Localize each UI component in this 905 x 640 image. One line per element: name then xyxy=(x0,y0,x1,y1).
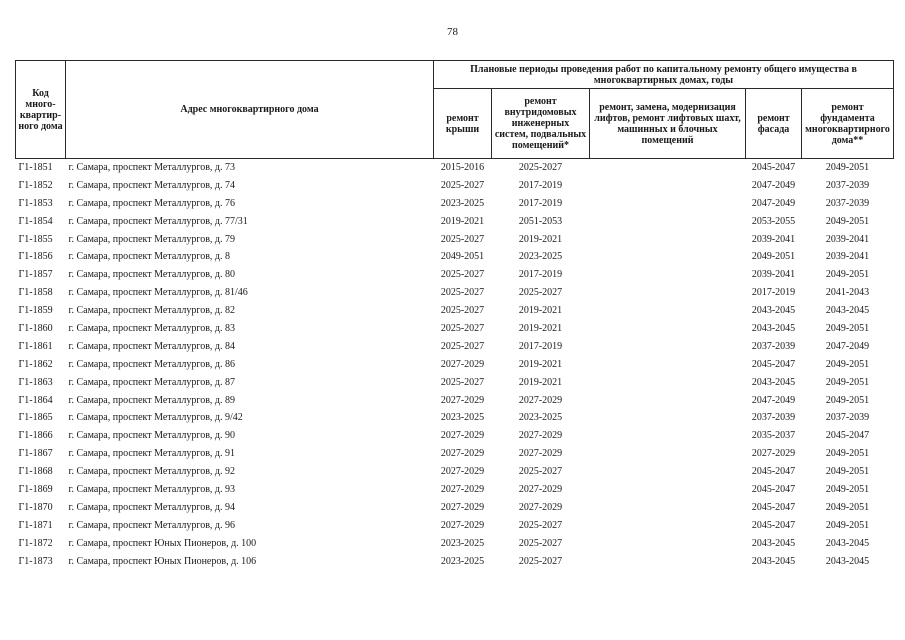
cell-roof: 2027-2029 xyxy=(440,483,485,495)
table-row xyxy=(16,320,894,338)
cell-facade: 2043-2045 xyxy=(751,537,796,549)
cell-address: г. Самара, проспект Металлургов, д. 79 xyxy=(68,233,236,245)
cell-roof: 2027-2029 xyxy=(440,430,485,442)
cell-code: Г1-1853 xyxy=(18,197,53,209)
cell-address: г. Самара, проспект Металлургов, д. 74 xyxy=(68,179,236,191)
cell-elevators xyxy=(590,374,746,392)
cell-elevators xyxy=(590,553,746,571)
cell-systems: 2027-2029 xyxy=(518,430,563,442)
cell-facade: 2045-2047 xyxy=(751,161,796,173)
cell-facade: 2045-2047 xyxy=(751,466,796,478)
cell-address: г. Самара, проспект Металлургов, д. 83 xyxy=(68,322,236,334)
cell-code: Г1-1854 xyxy=(18,215,53,227)
cell-facade: 2053-2055 xyxy=(751,215,796,227)
cell-address: г. Самара, проспект Металлургов, д. 86 xyxy=(68,358,236,370)
cell-address: г. Самара, проспект Юных Пионеров, д. 100 xyxy=(68,537,257,549)
cell-address: г. Самара, проспект Металлургов, д. 91 xyxy=(68,448,236,460)
cell-elevators xyxy=(590,213,746,231)
cell-facade: 2043-2045 xyxy=(751,376,796,388)
cell-elevators xyxy=(590,409,746,427)
cell-code: Г1-1852 xyxy=(18,179,53,191)
cell-address: г. Самара, проспект Металлургов, д. 82 xyxy=(68,305,236,317)
table-row xyxy=(16,302,894,320)
cell-roof: 2027-2029 xyxy=(440,501,485,513)
cell-systems: 2017-2019 xyxy=(518,197,563,209)
table-row xyxy=(16,553,894,571)
cell-roof: 2015-2016 xyxy=(440,161,485,173)
cell-systems: 2023-2025 xyxy=(518,412,563,424)
table-row xyxy=(16,481,894,499)
cell-facade: 2045-2047 xyxy=(751,483,796,495)
header-group-periods: Плановые периоды проведения работ по капитальному ремонту общего имущества в многоквартирных домах, годы xyxy=(434,61,894,89)
cell-code: Г1-1869 xyxy=(18,483,53,495)
cell-facade: 2047-2049 xyxy=(751,179,796,191)
header-elevators: ремонт, замена, модернизация лифтов, ремонт лифтовых шахт, машинных и блочных помещений xyxy=(590,89,746,159)
cell-elevators xyxy=(590,517,746,535)
table-row xyxy=(16,517,894,535)
cell-roof: 2049-2051 xyxy=(440,251,485,263)
cell-code: Г1-1867 xyxy=(18,448,53,460)
cell-roof: 2025-2027 xyxy=(440,305,485,317)
cell-roof: 2027-2029 xyxy=(440,466,485,478)
cell-facade: 2035-2037 xyxy=(751,430,796,442)
cell-roof: 2019-2021 xyxy=(440,215,485,227)
table-row xyxy=(16,284,894,302)
header-systems: ремонт внутридомовых инженерных систем, подвальных помещений* xyxy=(492,89,590,159)
header-code: Код много-квартир-ного дома xyxy=(16,61,66,159)
cell-systems: 2019-2021 xyxy=(518,358,563,370)
table-row xyxy=(16,409,894,427)
cell-roof: 2025-2027 xyxy=(440,233,485,245)
cell-address: г. Самара, проспект Юных Пионеров, д. 106 xyxy=(68,555,257,567)
cell-foundation: 2049-2051 xyxy=(825,483,870,495)
cell-systems: 2051-2053 xyxy=(518,215,563,227)
cell-elevators xyxy=(590,499,746,517)
cell-facade: 2017-2019 xyxy=(751,287,796,299)
cell-address: г. Самара, проспект Металлургов, д. 77/31 xyxy=(68,215,248,227)
cell-address: г. Самара, проспект Металлургов, д. 94 xyxy=(68,501,236,513)
cell-roof: 2023-2025 xyxy=(440,555,485,567)
cell-roof: 2025-2027 xyxy=(440,287,485,299)
cell-roof: 2023-2025 xyxy=(440,412,485,424)
cell-foundation: 2049-2051 xyxy=(825,322,870,334)
cell-elevators xyxy=(590,266,746,284)
cell-roof: 2027-2029 xyxy=(440,448,485,460)
cell-facade: 2043-2045 xyxy=(751,555,796,567)
cell-code: Г1-1857 xyxy=(18,269,53,281)
cell-foundation: 2043-2045 xyxy=(825,305,870,317)
cell-code: Г1-1865 xyxy=(18,412,53,424)
cell-foundation: 2039-2041 xyxy=(825,233,870,245)
cell-address: г. Самара, проспект Металлургов, д. 84 xyxy=(68,340,236,352)
cell-roof: 2027-2029 xyxy=(440,358,485,370)
cell-systems: 2025-2027 xyxy=(518,466,563,478)
cell-elevators xyxy=(590,392,746,410)
cell-elevators xyxy=(590,535,746,553)
cell-code: Г1-1870 xyxy=(18,501,53,513)
cell-address: г. Самара, проспект Металлургов, д. 73 xyxy=(68,161,236,173)
cell-elevators xyxy=(590,463,746,481)
cell-roof: 2025-2027 xyxy=(440,269,485,281)
cell-foundation: 2045-2047 xyxy=(825,430,870,442)
cell-foundation: 2049-2051 xyxy=(825,519,870,531)
table-row xyxy=(16,427,894,445)
table-row xyxy=(16,535,894,553)
header-address: Адрес многоквартирного дома xyxy=(66,61,434,159)
cell-foundation: 2043-2045 xyxy=(825,555,870,567)
table-row xyxy=(16,159,894,177)
cell-facade: 2043-2045 xyxy=(751,305,796,317)
cell-elevators xyxy=(590,159,746,177)
cell-code: Г1-1858 xyxy=(18,287,53,299)
cell-systems: 2025-2027 xyxy=(518,519,563,531)
cell-code: Г1-1864 xyxy=(18,394,53,406)
cell-foundation: 2049-2051 xyxy=(825,501,870,513)
cell-code: Г1-1872 xyxy=(18,537,53,549)
cell-facade: 2043-2045 xyxy=(751,322,796,334)
cell-foundation: 2049-2051 xyxy=(825,358,870,370)
cell-code: Г1-1855 xyxy=(18,233,53,245)
cell-roof: 2025-2027 xyxy=(440,322,485,334)
cell-facade: 2047-2049 xyxy=(751,394,796,406)
header-roof: ремонт крыши xyxy=(434,89,492,159)
cell-code: Г1-1862 xyxy=(18,358,53,370)
table-row xyxy=(16,356,894,374)
cell-facade: 2039-2041 xyxy=(751,233,796,245)
cell-foundation: 2049-2051 xyxy=(825,161,870,173)
cell-facade: 2047-2049 xyxy=(751,197,796,209)
cell-systems: 2017-2019 xyxy=(518,340,563,352)
cell-foundation: 2037-2039 xyxy=(825,179,870,191)
cell-facade: 2037-2039 xyxy=(751,412,796,424)
cell-elevators xyxy=(590,481,746,499)
cell-foundation: 2049-2051 xyxy=(825,215,870,227)
cell-code: Г1-1866 xyxy=(18,430,53,442)
table-row xyxy=(16,213,894,231)
table-row xyxy=(16,195,894,213)
cell-elevators xyxy=(590,248,746,266)
table-row xyxy=(16,231,894,249)
cell-code: Г1-1856 xyxy=(18,251,53,263)
repair-schedule-table xyxy=(15,60,894,570)
cell-roof: 2027-2029 xyxy=(440,394,485,406)
cell-roof: 2023-2025 xyxy=(440,197,485,209)
cell-facade: 2037-2039 xyxy=(751,340,796,352)
cell-elevators xyxy=(590,195,746,213)
cell-systems: 2027-2029 xyxy=(518,501,563,513)
table-row xyxy=(16,392,894,410)
cell-address: г. Самара, проспект Металлургов, д. 9/42 xyxy=(68,412,243,424)
cell-facade: 2045-2047 xyxy=(751,519,796,531)
cell-roof: 2025-2027 xyxy=(440,376,485,388)
cell-facade: 2039-2041 xyxy=(751,269,796,281)
header-foundation: ремонт фундамента многоквартирного дома** xyxy=(802,89,894,159)
cell-systems: 2023-2025 xyxy=(518,251,563,263)
cell-foundation: 2049-2051 xyxy=(825,394,870,406)
cell-address: г. Самара, проспект Металлургов, д. 76 xyxy=(68,197,236,209)
cell-systems: 2017-2019 xyxy=(518,179,563,191)
cell-address: г. Самара, проспект Металлургов, д. 81/46 xyxy=(68,287,248,299)
cell-address: г. Самара, проспект Металлургов, д. 8 xyxy=(68,251,231,263)
cell-address: г. Самара, проспект Металлургов, д. 92 xyxy=(68,466,236,478)
cell-address: г. Самара, проспект Металлургов, д. 80 xyxy=(68,269,236,281)
cell-foundation: 2043-2045 xyxy=(825,537,870,549)
cell-foundation: 2037-2039 xyxy=(825,197,870,209)
table-row xyxy=(16,445,894,463)
cell-foundation: 2049-2051 xyxy=(825,376,870,388)
cell-facade: 2045-2047 xyxy=(751,358,796,370)
cell-systems: 2019-2021 xyxy=(518,322,563,334)
cell-elevators xyxy=(590,338,746,356)
cell-code: Г1-1851 xyxy=(18,161,53,173)
cell-code: Г1-1871 xyxy=(18,519,53,531)
table-row xyxy=(16,499,894,517)
cell-systems: 2027-2029 xyxy=(518,448,563,460)
page-number: 78 xyxy=(447,26,458,38)
cell-elevators xyxy=(590,231,746,249)
cell-foundation: 2037-2039 xyxy=(825,412,870,424)
cell-elevators xyxy=(590,284,746,302)
cell-facade: 2027-2029 xyxy=(751,448,796,460)
table-row xyxy=(16,177,894,195)
cell-foundation: 2049-2051 xyxy=(825,269,870,281)
cell-code: Г1-1860 xyxy=(18,322,53,334)
table-body xyxy=(16,159,894,571)
cell-systems: 2019-2021 xyxy=(518,233,563,245)
table-row xyxy=(16,338,894,356)
header-facade: ремонт фасада xyxy=(746,89,802,159)
cell-address: г. Самара, проспект Металлургов, д. 90 xyxy=(68,430,236,442)
cell-foundation: 2047-2049 xyxy=(825,340,870,352)
table-row xyxy=(16,374,894,392)
cell-address: г. Самара, проспект Металлургов, д. 93 xyxy=(68,483,236,495)
cell-systems: 2019-2021 xyxy=(518,305,563,317)
cell-code: Г1-1868 xyxy=(18,466,53,478)
cell-elevators xyxy=(590,320,746,338)
cell-elevators xyxy=(590,445,746,463)
cell-address: г. Самара, проспект Металлургов, д. 96 xyxy=(68,519,236,531)
cell-code: Г1-1859 xyxy=(18,305,53,317)
cell-roof: 2025-2027 xyxy=(440,340,485,352)
cell-roof: 2023-2025 xyxy=(440,537,485,549)
table-header xyxy=(16,61,894,159)
cell-elevators xyxy=(590,177,746,195)
cell-roof: 2025-2027 xyxy=(440,179,485,191)
cell-foundation: 2039-2041 xyxy=(825,251,870,263)
cell-systems: 2027-2029 xyxy=(518,483,563,495)
cell-code: Г1-1861 xyxy=(18,340,53,352)
cell-roof: 2027-2029 xyxy=(440,519,485,531)
table-row xyxy=(16,266,894,284)
cell-elevators xyxy=(590,302,746,320)
cell-systems: 2019-2021 xyxy=(518,376,563,388)
cell-foundation: 2049-2051 xyxy=(825,466,870,478)
cell-facade: 2045-2047 xyxy=(751,501,796,513)
cell-systems: 2025-2027 xyxy=(518,537,563,549)
cell-code: Г1-1863 xyxy=(18,376,53,388)
cell-code: Г1-1873 xyxy=(18,555,53,567)
cell-systems: 2025-2027 xyxy=(518,555,563,567)
cell-systems: 2025-2027 xyxy=(518,161,563,173)
table-row xyxy=(16,248,894,266)
cell-address: г. Самара, проспект Металлургов, д. 89 xyxy=(68,394,236,406)
table-row xyxy=(16,463,894,481)
cell-elevators xyxy=(590,356,746,374)
cell-foundation: 2041-2043 xyxy=(825,287,870,299)
cell-systems: 2017-2019 xyxy=(518,269,563,281)
cell-address: г. Самара, проспект Металлургов, д. 87 xyxy=(68,376,236,388)
cell-facade: 2049-2051 xyxy=(751,251,796,263)
cell-systems: 2027-2029 xyxy=(518,394,563,406)
cell-elevators xyxy=(590,427,746,445)
cell-systems: 2025-2027 xyxy=(518,287,563,299)
cell-foundation: 2049-2051 xyxy=(825,448,870,460)
